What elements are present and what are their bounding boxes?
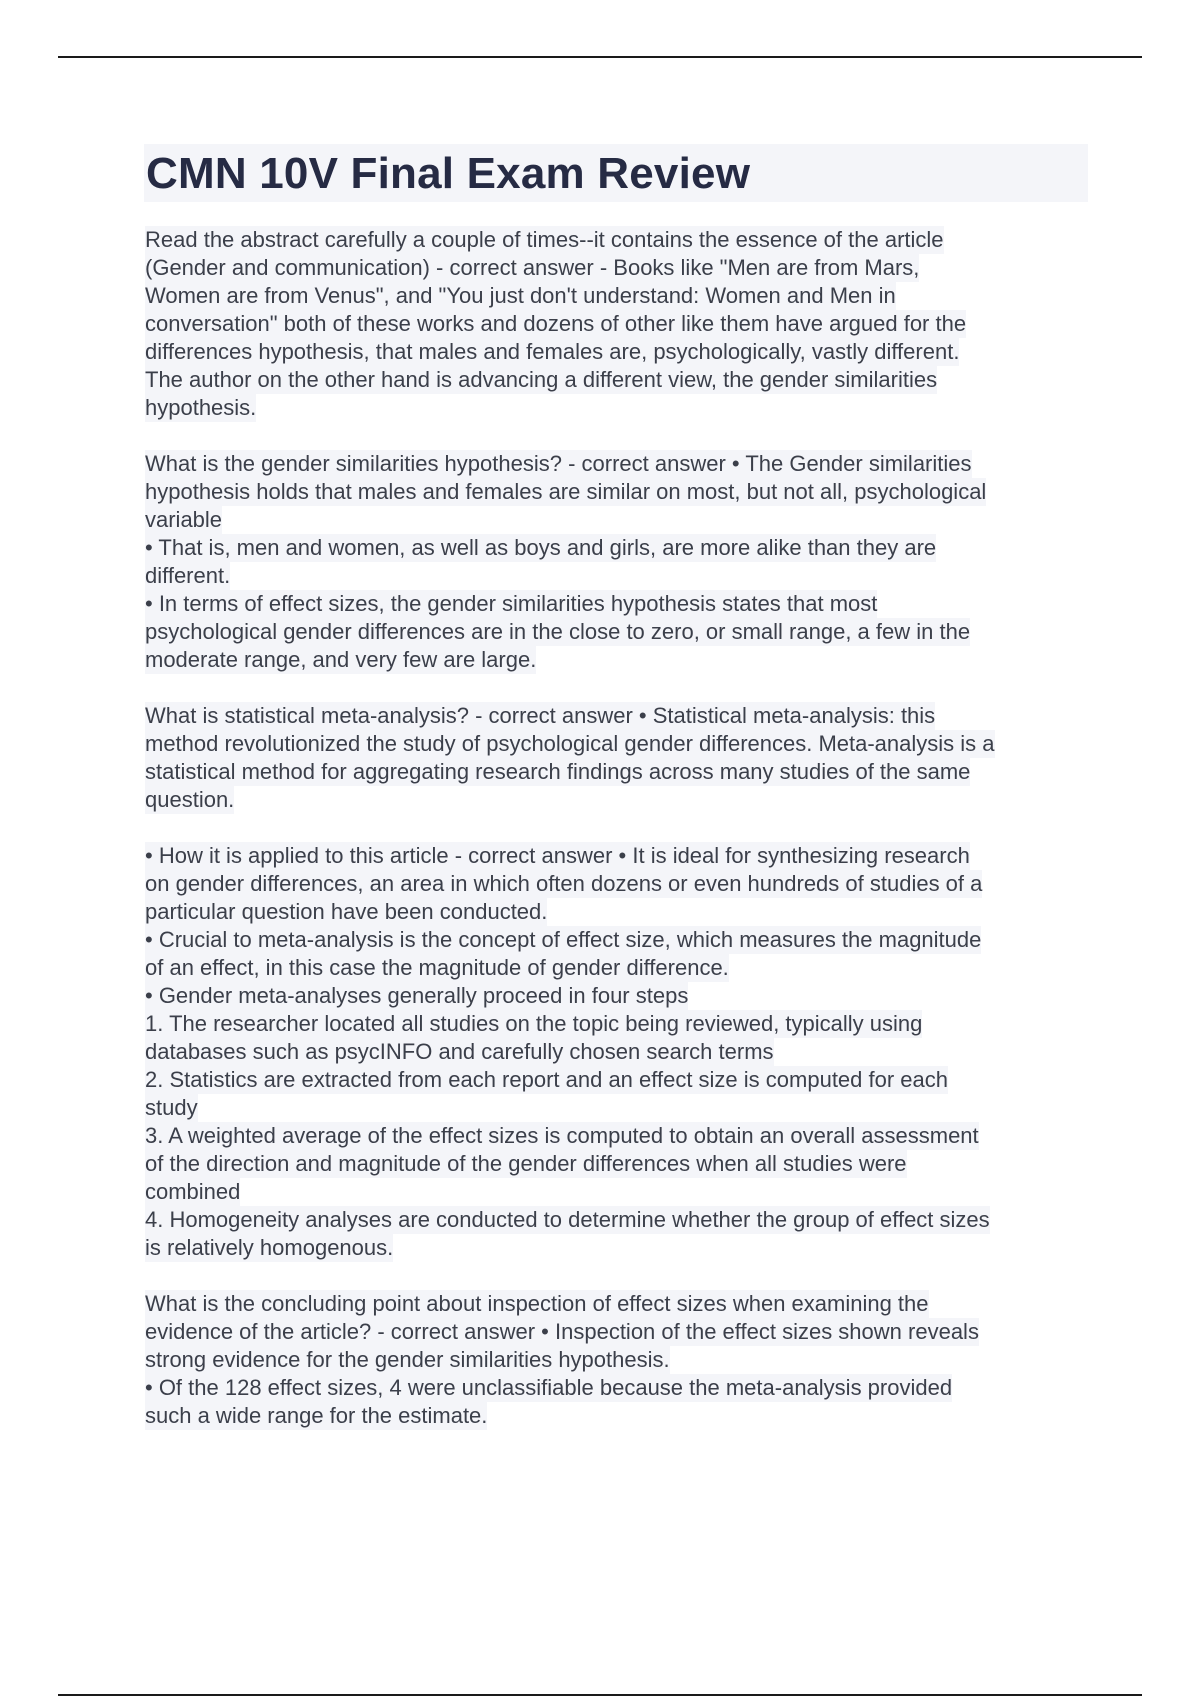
text-line: statistical method for aggregating research findings across many studies of the same <box>145 759 971 784</box>
text-line: question. <box>145 787 235 812</box>
text-line: particular question have been conducted. <box>145 899 548 924</box>
text-line: What is the gender similarities hypothesis? - correct answer • The Gender similarities <box>145 451 972 476</box>
qa-block-similarities-hypothesis <box>145 450 1090 674</box>
text-line: What is the concluding point about inspection of effect sizes when examining the <box>145 1291 929 1316</box>
text-line: different. <box>145 563 231 588</box>
text-line: such a wide range for the estimate. <box>145 1403 488 1428</box>
text-line: The author on the other hand is advancing a different view, the gender similarities <box>145 367 938 392</box>
text-line: 2. Statistics are extracted from each report and an effect size is computed for each <box>145 1067 948 1092</box>
qa-block-applied-to-article <box>145 842 1090 1262</box>
text-line: hypothesis. <box>145 395 257 420</box>
header-rule <box>58 56 1142 58</box>
text-line: hypothesis holds that males and females are similar on most, but not all, psychological <box>145 479 987 504</box>
page-title: CMN 10V Final Exam Review <box>146 149 751 198</box>
text-line: • How it is applied to this article - correct answer • It is ideal for synthesizing research <box>145 843 970 868</box>
text-line: differences hypothesis, that males and females are, psychologically, vastly different. <box>145 339 960 364</box>
document-body <box>145 226 1090 1458</box>
text-line: (Gender and communication) - correct answer - Books like "Men are from Mars, <box>145 255 920 280</box>
qa-block-abstract <box>145 226 1090 422</box>
text-line: of the direction and magnitude of the gender differences when all studies were <box>145 1151 907 1176</box>
footer-rule <box>58 1694 1142 1696</box>
text-line: study <box>145 1095 198 1120</box>
text-line: combined <box>145 1179 241 1204</box>
text-line: method revolutionized the study of psychological gender differences. Meta-analysis is a <box>145 731 995 756</box>
text-line: on gender differences, an area in which often dozens or even hundreds of studies of a <box>145 871 983 896</box>
text-line: 1. The researcher located all studies on the topic being reviewed, typically using <box>145 1011 923 1036</box>
text-line: strong evidence for the gender similarities hypothesis. <box>145 1347 670 1372</box>
text-line: is relatively homogenous. <box>145 1235 394 1260</box>
qa-block-meta-analysis <box>145 702 1090 814</box>
text-line: • Gender meta-analyses generally proceed in four steps <box>145 983 689 1008</box>
text-line: • In terms of effect sizes, the gender similarities hypothesis states that most <box>145 591 878 616</box>
text-line: conversation" both of these works and dozens of other like them have argued for the <box>145 311 967 336</box>
text-line: • Of the 128 effect sizes, 4 were unclassifiable because the meta-analysis provided <box>145 1375 953 1400</box>
text-line: 3. A weighted average of the effect sizes is computed to obtain an overall assessment <box>145 1123 979 1148</box>
text-line: moderate range, and very few are large. <box>145 647 537 672</box>
qa-block-concluding-point <box>145 1290 1090 1430</box>
text-line: • That is, men and women, as well as boys and girls, are more alike than they are <box>145 535 937 560</box>
text-line: 4. Homogeneity analyses are conducted to determine whether the group of effect sizes <box>145 1207 990 1232</box>
text-line: psychological gender differences are in the close to zero, or small range, a few in the <box>145 619 971 644</box>
text-line: evidence of the article? - correct answer • Inspection of the effect sizes shown reveals <box>145 1319 979 1344</box>
text-line: databases such as psycINFO and carefully chosen search terms <box>145 1039 774 1064</box>
text-line: variable <box>145 507 223 532</box>
text-line: Read the abstract carefully a couple of times--it contains the essence of the article <box>145 227 944 252</box>
text-line: • Crucial to meta-analysis is the concept of effect size, which measures the magnitude <box>145 927 982 952</box>
text-line: of an effect, in this case the magnitude of gender difference. <box>145 955 729 980</box>
text-line: Women are from Venus", and "You just don't understand: Women and Men in <box>145 283 896 308</box>
text-line: What is statistical meta-analysis? - correct answer • Statistical meta-analysis: this <box>145 703 936 728</box>
